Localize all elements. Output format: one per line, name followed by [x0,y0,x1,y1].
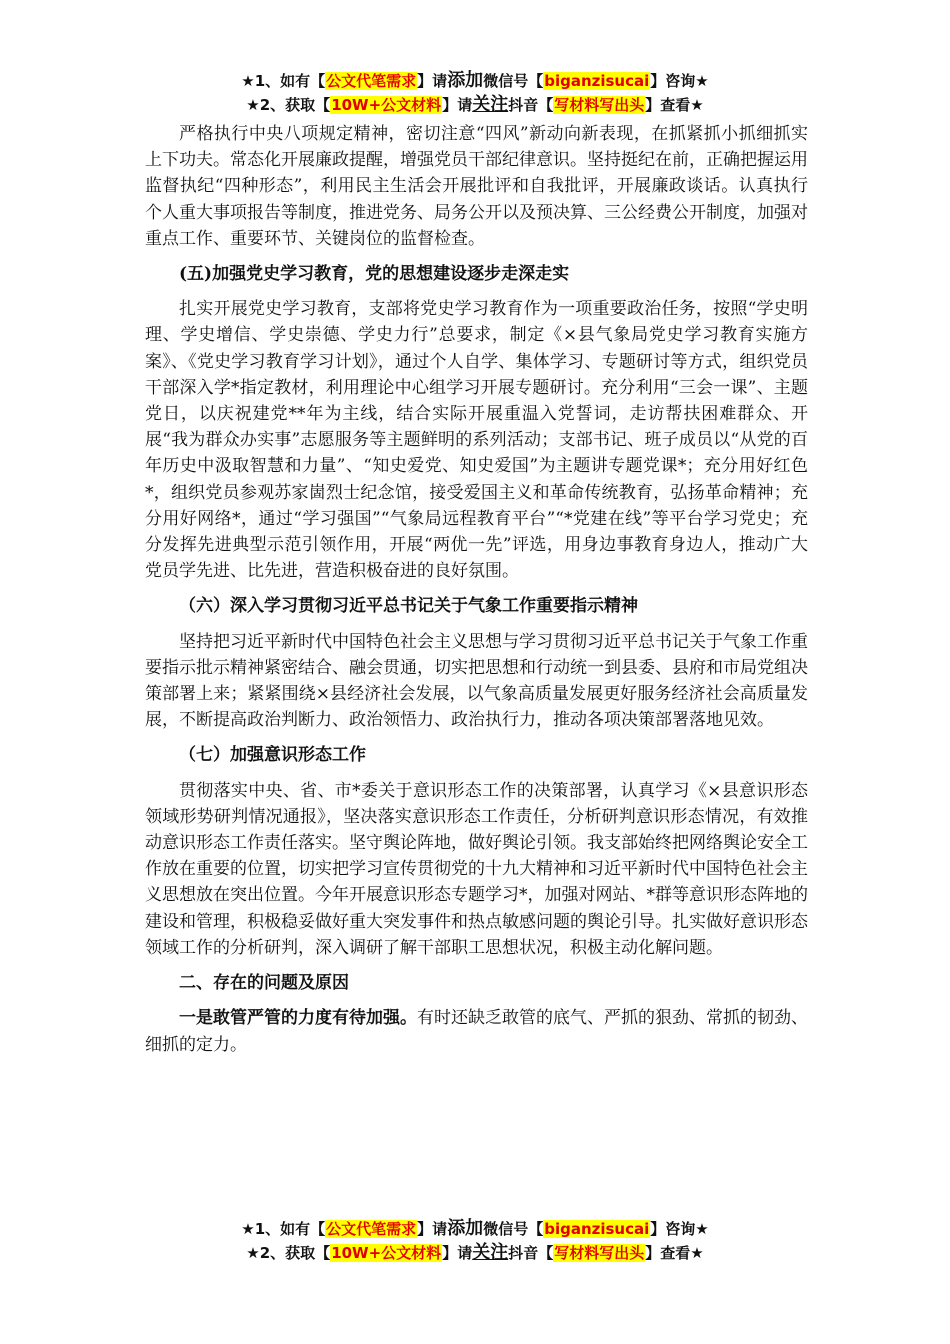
promo-line-1 [0,1217,950,1241]
promo-emphasis: 关注 [472,94,509,115]
promo-highlight: 10W+公文材料 [331,96,442,114]
promo-emphasis: 添加 [447,70,484,91]
promo-highlight: 10W+公文材料 [331,1244,442,1262]
promo-text: 抖音【 [508,1244,554,1262]
promo-line-1 [0,69,950,93]
document-body [145,121,808,1058]
paragraph-ideology: 贯彻落实中央、省、市*委关于意识形态工作的决策部署，认真学习《×县意识形态领域形势研判情况通报》，坚决落实意识形态工作责任，分析研判意识形态情况，有效推动意识形态工作责任落实。坚守舆论阵地，做好舆论引领。我支部始终把网络舆论安全工作放在重要的位置，切实把学习宣传贯彻党的十九大精神和习近平新时代中国特色社会主义思想放在突出位置。今年开展意识形态专题学习*，加强对网站、*群等意识形态阵地的建设和管理，积极稳妥做好重大突发事件和热点敏感问题的舆论引导。扎实做好意识形态领域工作的分析研判，深入调研了解干部职工思想状况，积极主动化解问题。 [145,780,808,958]
promo-text: 】咨询★ [650,72,709,90]
promo-text: 】查看★ [645,96,704,114]
promo-highlight: 写材料写出头 [554,1244,645,1262]
section-heading-problems: 二、存在的问题及原因 [179,973,349,994]
promo-text: 】请 [442,1244,473,1262]
promo-text: 】请 [442,96,473,114]
promo-text: 】请 [417,72,448,90]
promo-emphasis: 添加 [447,1218,484,1239]
paragraph-meteorology-instructions: 坚持把习近平新时代中国特色社会主义思想与学习贯彻习近平总书记关于气象工作重要指示批示精神紧密结合、融会贯通，切实把思想和行动统一到县委、县府和市局党组决策部署上来；紧紧围绕×县经济社会发展，以气象高质量发展更好服务经济社会高质量发展，不断提高政治判断力、政治领悟力、政治执行力，推动各项决策部署落地见效。 [145,631,808,731]
paragraph-discipline: 严格执行中央八项规定精神，密切注意“四风”新动向新表现，在抓紧抓小抓细抓实上下功夫。常态化开展廉政提醒，增强党员干部纪律意识。坚持挺纪在前，正确把握运用监督执纪“四种形态”，利用民主生活会开展批评和自我批评，开展廉政谈话。认真执行个人重大事项报告等制度，推进党务、局务公开以及预决算、三公经费公开制度，加强对重点工作、重要环节、关键岗位的监督检查。 [145,124,808,249]
section-heading-6: （六）深入学习贯彻习近平总书记关于气象工作重要指示精神 [179,596,638,617]
section-heading-7: （七）加强意识形态工作 [179,745,366,766]
promo-highlight: 公文代笔需求 [326,1220,417,1238]
promo-text: 微信号【 [483,72,544,90]
problem-1-text: 有时还缺乏敢管的底气、严抓的狠劲、常抓的韧劲、细抓的定力。 [145,1008,808,1055]
promo-text: 】查看★ [645,1244,704,1262]
promo-highlight: biganzisucai [544,1220,650,1238]
section-heading-5: (五)加强党史学习教育，党的思想建设逐步走深走实 [179,264,570,285]
promo-text: 】咨询★ [650,1220,709,1238]
promo-banner-top [0,69,950,117]
promo-line-2 [0,1241,950,1265]
promo-text: ★2、获取【 [246,1244,331,1262]
promo-text: 微信号【 [483,1220,544,1238]
paragraph-party-history: 扎实开展党史学习教育，支部将党史学习教育作为一项重要政治任务，按照“学史明理、学史增信、学史崇德、学史力行”总要求，制定《×县气象局党史学习教育实施方案》、《党史学习教育学习计划》，通过个人自学、集体学习、专题研讨等方式，组织党员干部深入学*指定教材，利用理论中心组学习开展专题研讨。充分利用“三会一课”、主题党日，以庆祝建党**年为主线，结合实际开展重温入党誓词，走访帮扶困难群众、开展“我为群众办实事”志愿服务等主题鲜明的系列活动；支部书记、班子成员以“从党的百年历史中汲取智慧和力量”、“知史爱党、知史爱国”为主题讲专题党课*；充分用好红色*，组织党员参观苏家崮烈士纪念馆，接受爱国主义和革命传统教育，弘扬革命精神；充分用好网络*，通过“学习强国”“气象局远程教育平台”“*党建在线”等平台学习党史；充分发挥先进典型示范引领作用，开展“两优一先”评选，用身边事教育身边人，推动广大党员学先进、比先进，营造积极奋进的良好氛围。 [145,299,808,582]
promo-text: ★1、如有【 [241,1220,326,1238]
promo-line-2 [0,93,950,117]
promo-text: ★1、如有【 [241,72,326,90]
promo-text: 】请 [417,1220,448,1238]
promo-highlight: biganzisucai [544,72,650,90]
promo-highlight: 写材料写出头 [554,96,645,114]
promo-text: ★2、获取【 [246,96,331,114]
promo-banner-bottom [0,1217,950,1265]
promo-text: 抖音【 [508,96,554,114]
promo-emphasis: 关注 [472,1242,509,1263]
paragraph-problem-1 [145,1005,808,1057]
promo-highlight: 公文代笔需求 [326,72,417,90]
problem-1-lead: 一是敢管严管的力度有待加强。 [179,1008,417,1029]
